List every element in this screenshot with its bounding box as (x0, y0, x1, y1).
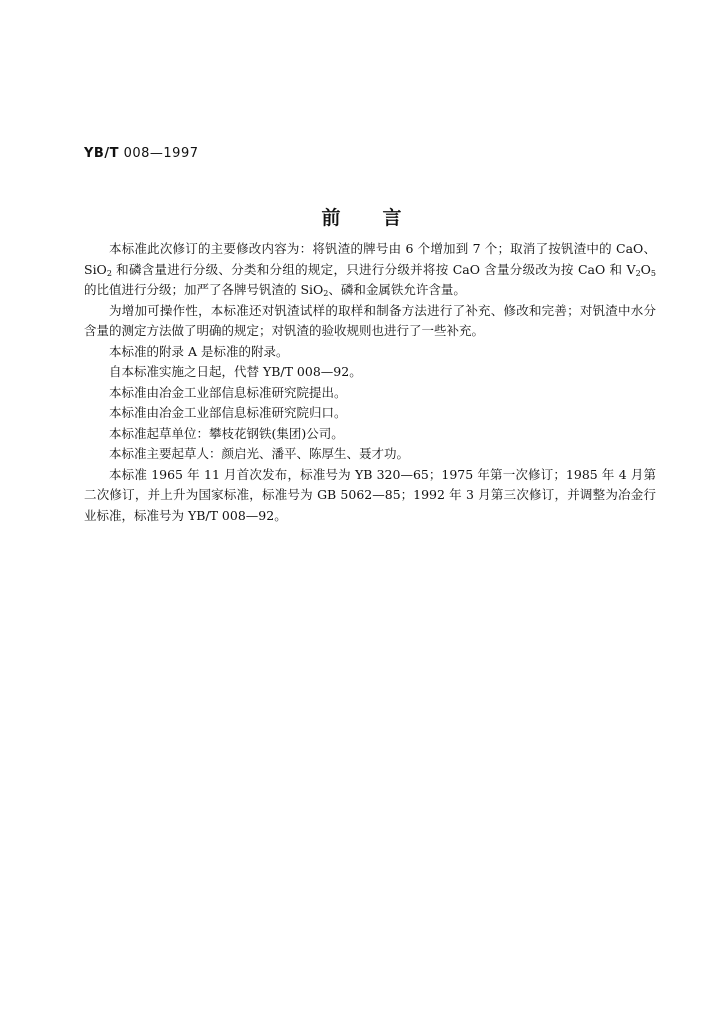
paragraph-operability: 为增加可操作性，本标准还对钒渣试样的取样和制备方法进行了补充、修改和完善；对钒渣中水分含量的测定方法做了明确的规定；对钒渣的验收规则也进行了一些补充。 (84, 302, 656, 338)
standard-prefix: YB/T (84, 146, 119, 161)
paragraph-history: 本标准 1965 年 11 月首次发布，标准号为 YB 320—65；1975 年第一次修订；1985 年 4 月第二次修订，并上升为国家标准，标准号为 GB 5062—85；1992 年 3 月第三次修订，并调整为冶金行业标准，标准号为 YB/T 008—92。 (84, 466, 656, 523)
foreword-body (84, 239, 656, 526)
paragraph-replaces: 自本标准实施之日起，代替 YB/T 008—92。 (109, 364, 362, 379)
paragraph-appendix: 本标准的附录 A 是标准的附录。 (109, 343, 289, 359)
paragraph-managed-by: 本标准由冶金工业部信息标准研究院归口。 (109, 405, 347, 420)
paragraph-drafters: 本标准主要起草人：颜启光、潘平、陈厚生、聂才功。 (109, 446, 410, 461)
standard-number: 008—1997 (123, 146, 199, 161)
paragraph-revision-content: 本标准此次修订的主要修改内容为：将钒渣的牌号由 6 个增加到 7 个；取消了按钒渣中的 CaO、SiO$_2$ 和磷含量进行分级、分类和分组的规定，只进行分级并将按 CaO 含量分级改为按 CaO 和 $V_2O_5$ 的比值进行分级；加严了各牌号钒渣的 SiO$_2$、磷和金属铁允许含量。 (84, 241, 656, 298)
paragraph-drafting-unit: 本标准起草单位：攀枝花钢铁(集团)公司。 (109, 425, 344, 441)
paragraph-proposed-by: 本标准由冶金工业部信息标准研究院提出。 (109, 384, 347, 400)
page-title: 前言 (321, 207, 444, 229)
standard-code (84, 146, 199, 161)
